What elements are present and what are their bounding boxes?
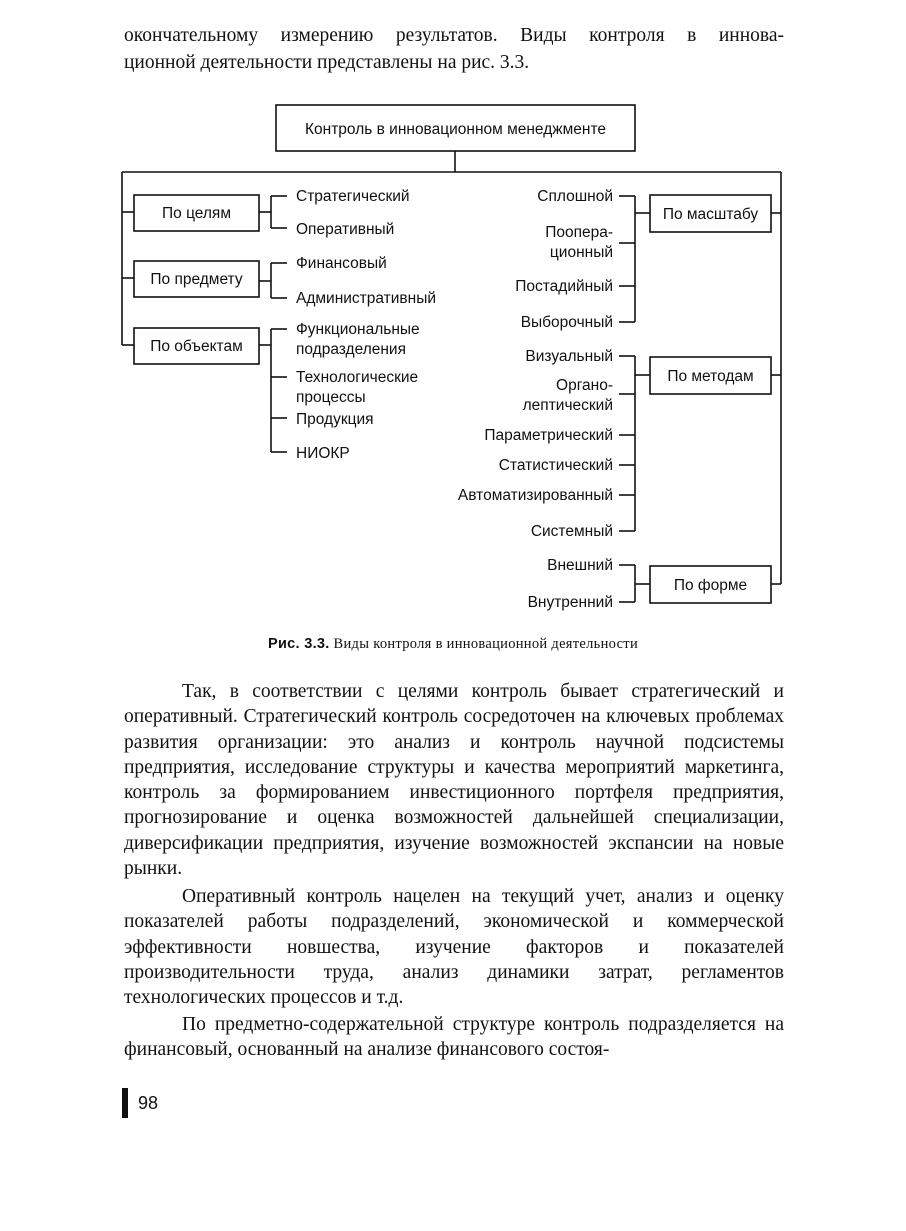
item-external: Внешний: [547, 557, 613, 574]
item-tech-processes-2: процессы: [296, 389, 366, 406]
item-per-operation-1: Поопера-: [545, 224, 613, 241]
item-financial: Финансовый: [296, 255, 387, 272]
item-visual: Визуальный: [525, 348, 613, 365]
item-parametric: Параметрический: [484, 427, 613, 444]
item-continuous: Сплошной: [537, 188, 613, 205]
paragraph-2: Оперативный контроль нацелен на текущий учет, анализ и оценку показателей работы подразделений, экономической и коммерческой эффективности новшества, изучение факторов и показателей производительности труда, анализ динамики затрат, регламентов технологических процессов и т.д.: [124, 886, 784, 1009]
group-label-subject: По предмету: [150, 271, 243, 288]
item-organoleptic-1: Органо-: [556, 377, 613, 394]
group-label-methods: По методам: [667, 368, 754, 385]
item-per-stage: Постадийный: [515, 278, 613, 295]
intro-line-1: окончательному измерению результатов. Виды контроля в иннова-: [124, 25, 784, 46]
item-operational: Оперативный: [296, 221, 395, 238]
group-label-scale: По масштабу: [662, 206, 759, 223]
group-label-goals: По целям: [162, 205, 231, 222]
item-automated: Автоматизированный: [457, 487, 613, 504]
figure-caption: [0, 636, 906, 653]
paragraph-1: Так, в соответствии с целями контроль бывает стратегический и оперативный. Стратегический контроль сосредоточен на ключевых проблемах развития организации: это анализ и контроль научной подсистемы предприятия, исследование структуры и качества мероприятий маркетинга, контроль за формированием инвестиционного портфеля предприятия, прогнозирование и оценка возможностей дальнейшей специализации, диверсификации предприятия, изучение возможностей экспансии на новые рынки.: [124, 681, 784, 880]
figure-label: Рис. 3.3.: [268, 636, 330, 652]
item-systemic: Системный: [530, 523, 613, 540]
item-niokr: НИОКР: [296, 445, 350, 462]
item-tech-processes-1: Технологические: [296, 369, 419, 386]
item-internal: Внутренний: [527, 594, 613, 611]
figure-title: Виды контроля в инновационной деятельности: [333, 636, 638, 652]
item-functional-units-1: Функциональные: [296, 321, 420, 338]
group-label-form: По форме: [673, 577, 748, 594]
intro-line-2: ционной деятельности представлены на рис. 3.3.: [124, 52, 530, 73]
item-strategic: Стратегический: [296, 188, 410, 205]
page-footer: [122, 1088, 158, 1118]
root-label: Контроль в инновационном менеджменте: [304, 121, 607, 138]
item-administrative: Административный: [296, 290, 437, 307]
item-statistical: Статистический: [498, 457, 613, 474]
item-organoleptic-2: лептический: [522, 397, 613, 414]
item-products: Продукция: [296, 411, 374, 428]
item-selective: Выборочный: [520, 314, 613, 331]
paragraph-3: По предметно-содержательной структуре контроль подразделяется на финансовый, основанный на анализе финансового состоя-: [124, 1014, 784, 1061]
item-per-operation-2: ционный: [549, 244, 613, 261]
item-functional-units-2: подразделения: [296, 341, 406, 358]
page-number: 98: [138, 1092, 159, 1113]
group-label-objects: По объектам: [150, 338, 243, 355]
footer-bar: [122, 1088, 128, 1118]
